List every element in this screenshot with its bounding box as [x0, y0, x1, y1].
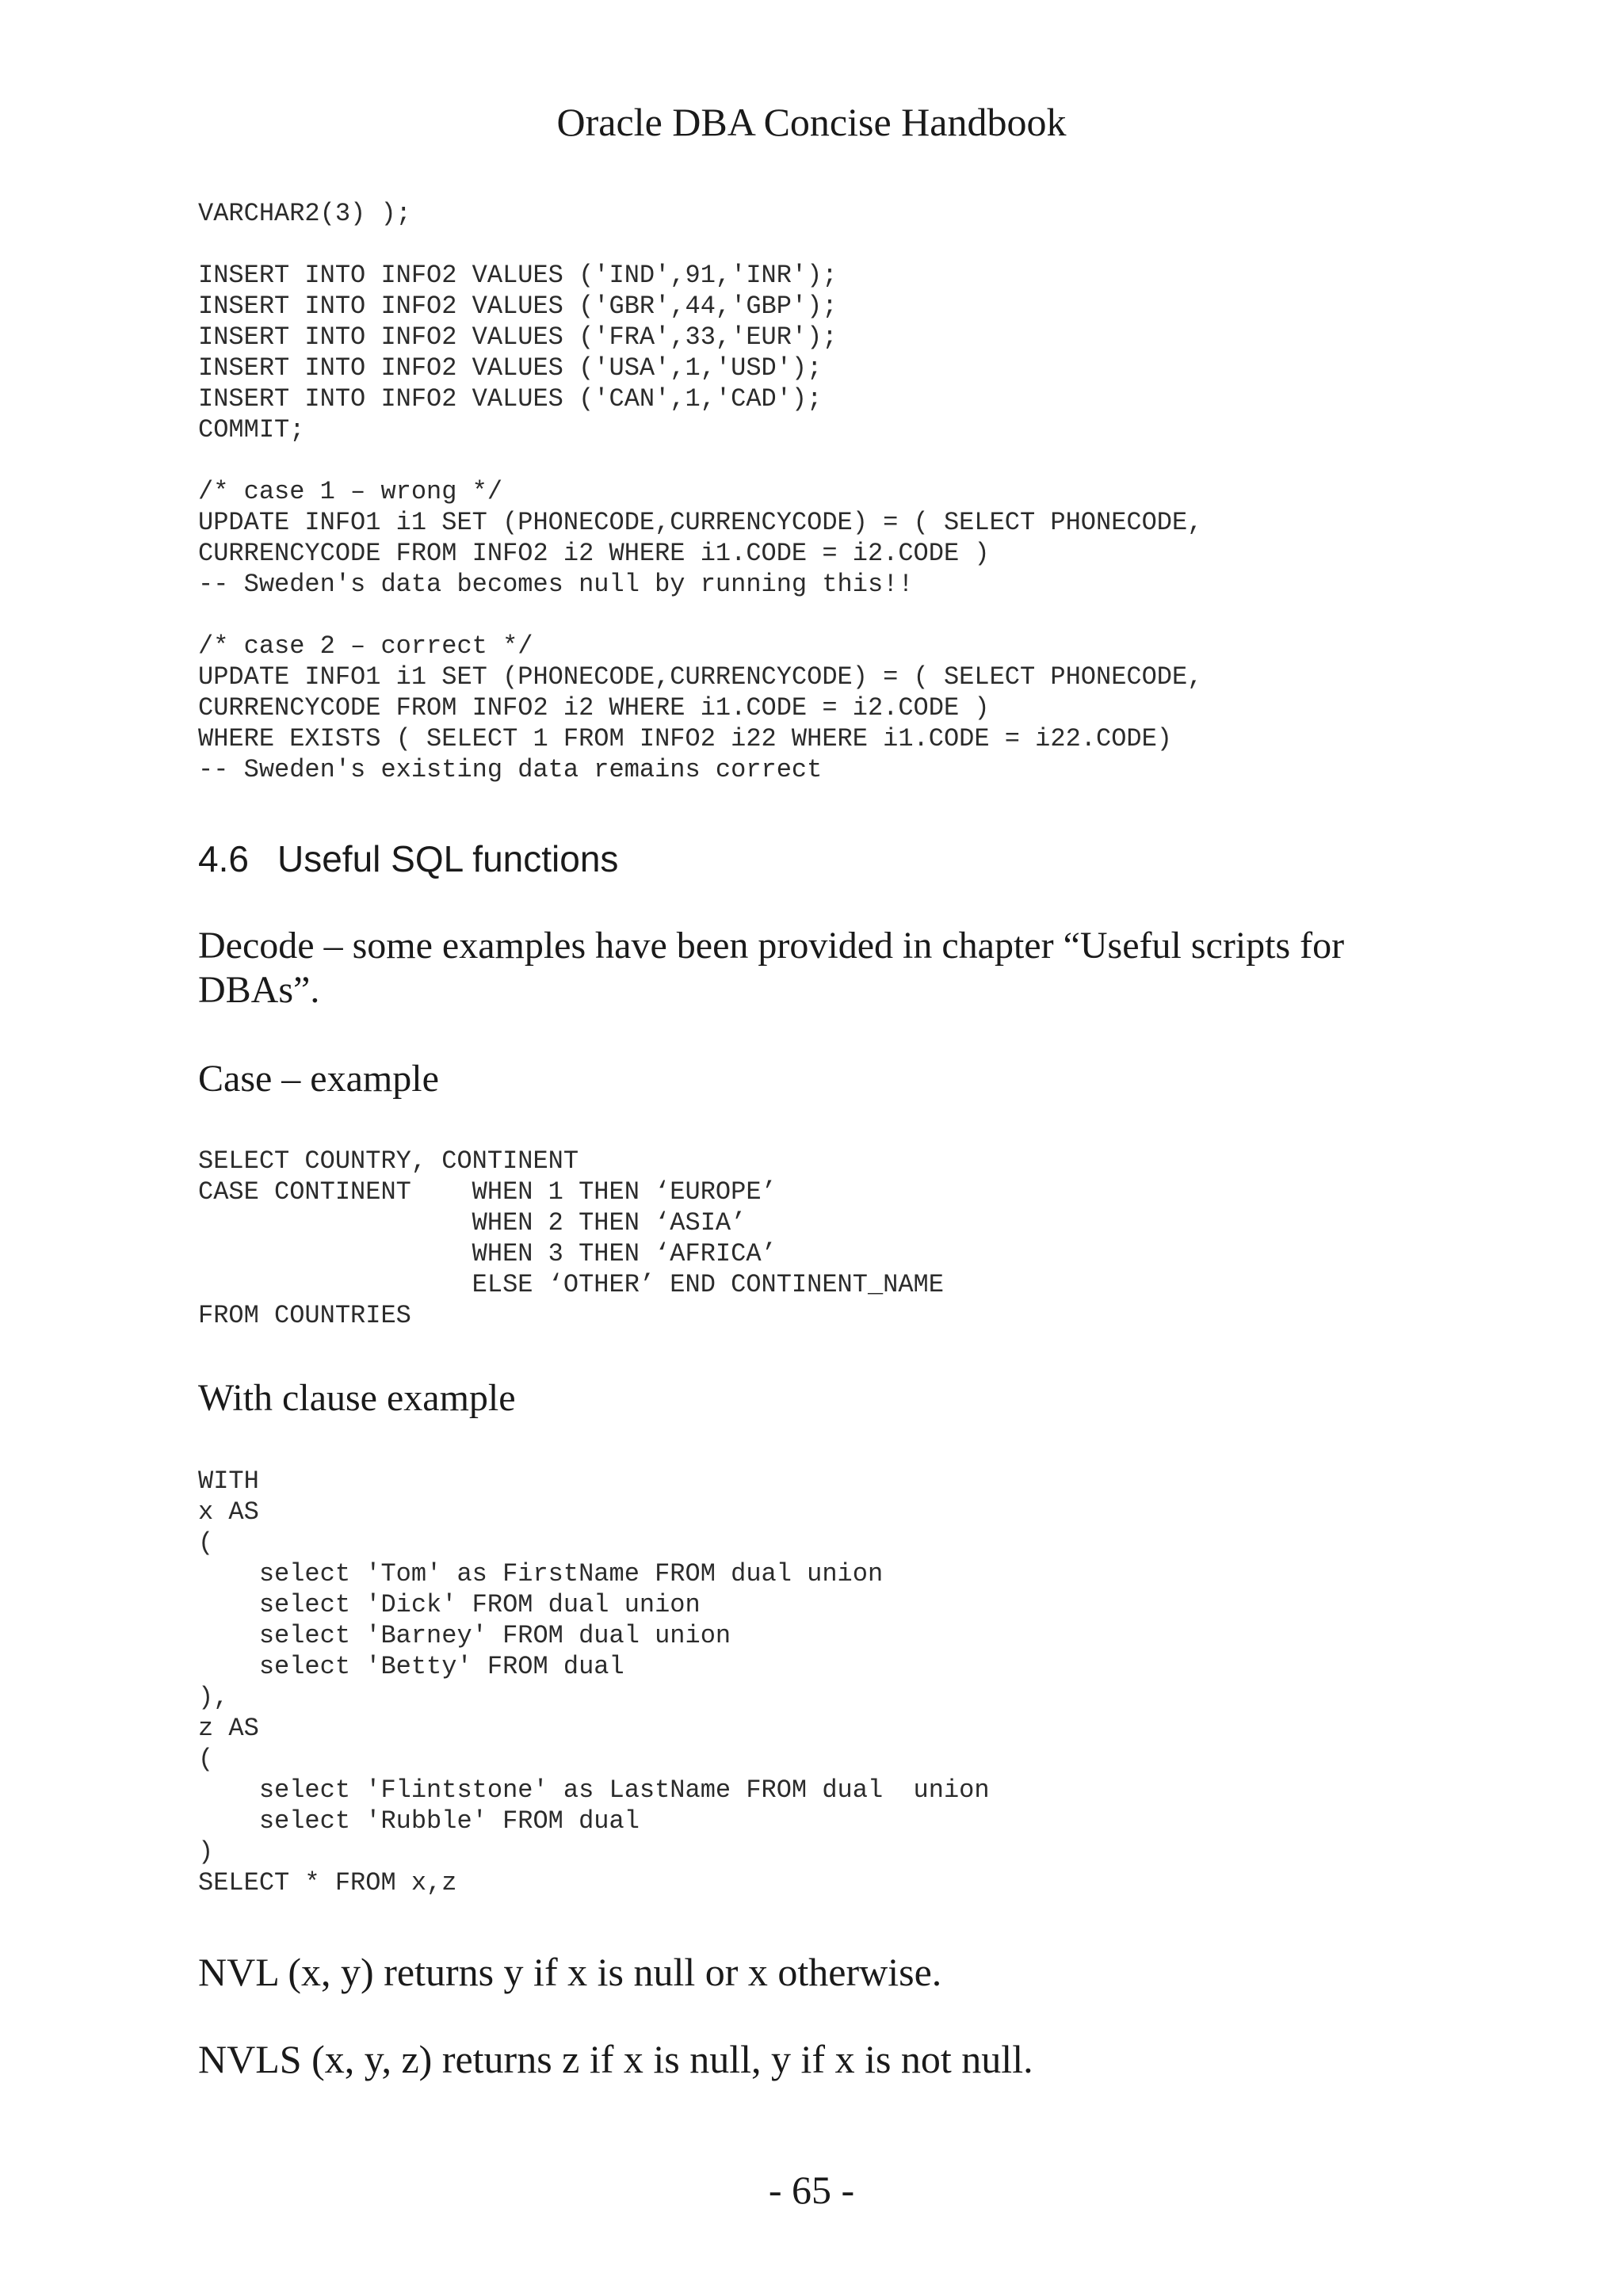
decode-paragraph: Decode – some examples have been provided in chapter “Useful scripts for DBAs”.	[198, 925, 1345, 1011]
with-clause-label: With clause example	[198, 1377, 516, 1419]
section-title: Useful SQL functions	[277, 838, 619, 879]
nvls-paragraph: NVLS (x, y, z) returns z if x is null, y if x is not null.	[198, 2037, 1033, 2081]
section-number: 4.6	[198, 838, 249, 879]
page-number: - 65 -	[768, 2168, 855, 2212]
code-block-case: SELECT COUNTRY, CONTINENT CASE CONTINENT WHEN 1 THEN ‘EUROPE’ WHEN 2 THEN ‘ASIA’ WHEN 3 THEN ‘AFRICA’ ELSE ‘OTHER’ END CONTINENT_NAME FROM COUNTRIES	[198, 1146, 944, 1330]
case-example-label: Case – example	[198, 1058, 439, 1100]
running-header: Oracle DBA Concise Handbook	[556, 100, 1067, 144]
code-block-update-examples: VARCHAR2(3) ); INSERT INTO INFO2 VALUES ('IND',91,'INR'); INSERT INTO INFO2 VALUES ('GBR',44,'GBP'); INSERT INTO INFO2 VALUES ('FRA',33,'EUR'); INSERT INTO INFO2 VALUES ('USA',1,'USD'); INSERT INTO INFO2 VALUES ('CAN',1,'CAD'); COMMIT; /* case 1 – wrong */ UPDATE INFO1 i1 SET (PHONECODE,CURRENCYCODE) = ( SELECT PHONECODE, CURRENCYCODE FROM INFO2 i2 WHERE i1.CODE = i2.CODE ) -- Sweden's data becomes null by running this!! /* case 2 – correct */ UPDATE INFO1 i1 SET (PHONECODE,CURRENCYCODE) = ( SELECT PHONECODE, CURRENCYCODE FROM INFO2 i2 WHERE i1.CODE = i2.CODE ) WHERE EXISTS ( SELECT 1 FROM INFO2 i22 WHERE i1.CODE = i22.CODE) -- Sweden's existing data remains correct	[198, 199, 1203, 784]
code-block-with-clause: WITH x AS ( select 'Tom' as FirstName FROM dual union select 'Dick' FROM dual union select 'Barney' FROM dual union select 'Betty' FROM dual ), z AS ( select 'Flintstone' as LastName FROM dual union select 'Rubble' FROM dual ) SELECT * FROM x,z	[198, 1466, 990, 1897]
section-heading	[198, 837, 618, 881]
nvl-paragraph: NVL (x, y) returns y if x is null or x otherwise.	[198, 1950, 942, 1994]
